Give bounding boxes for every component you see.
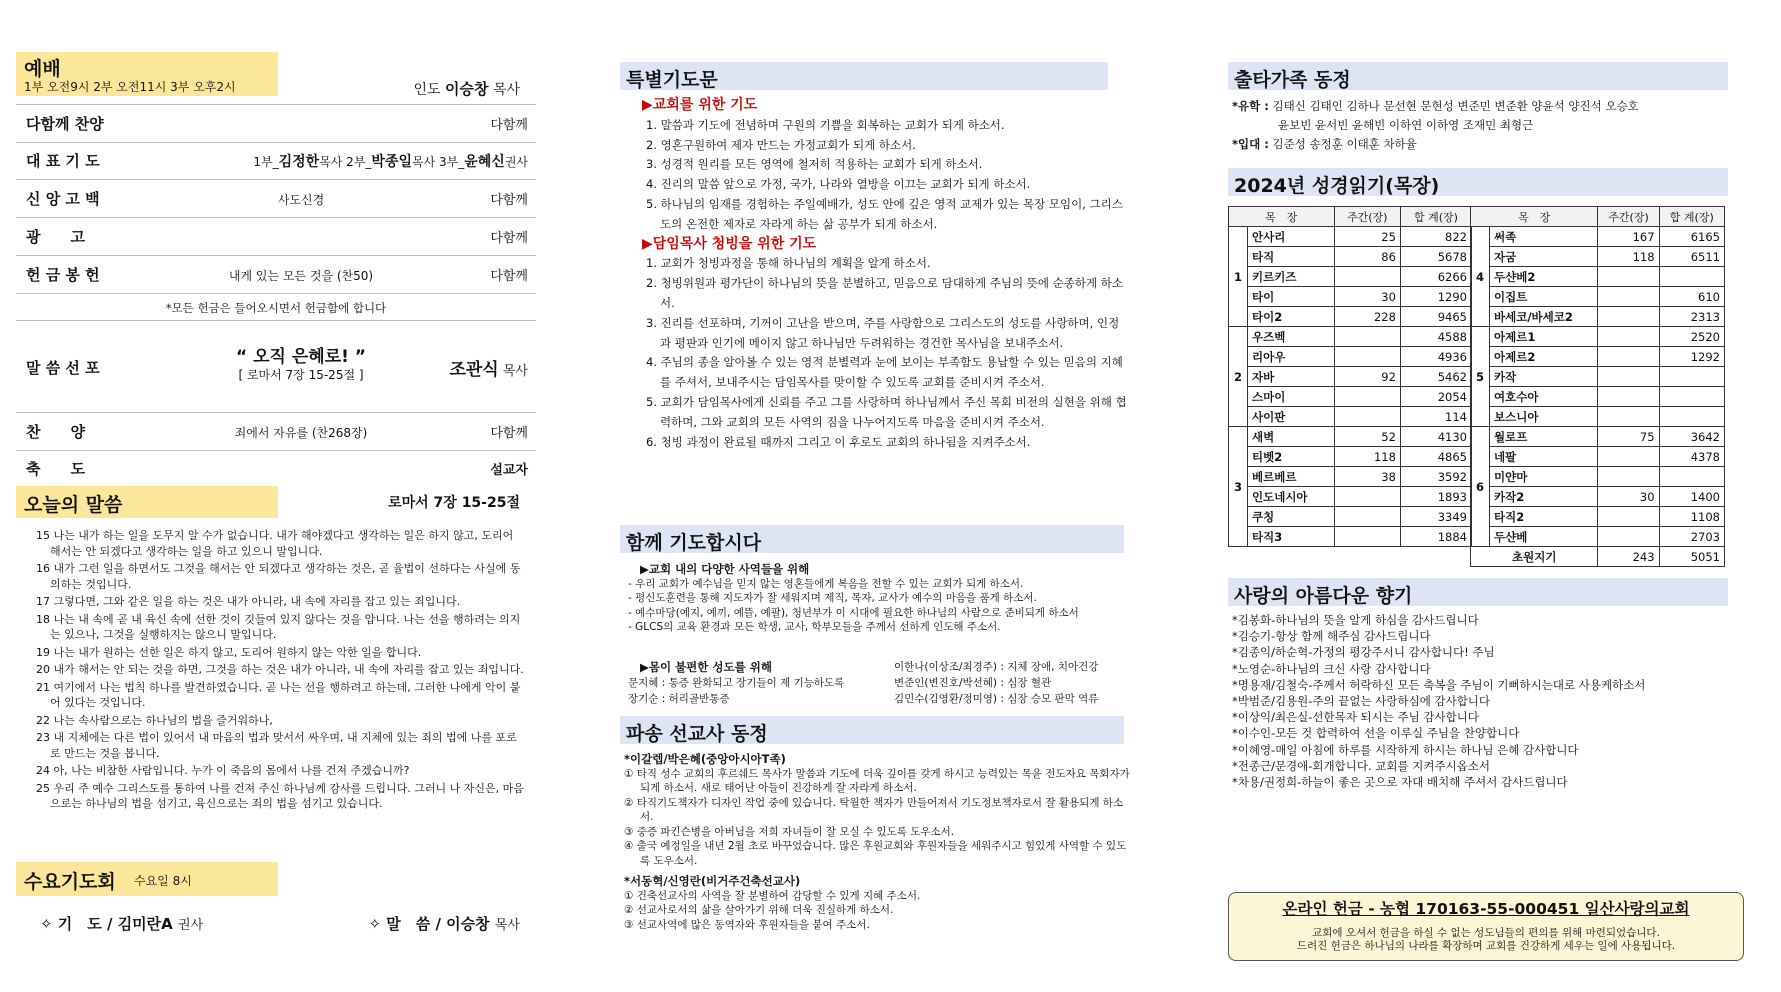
list-item: ④ 출국 예정일을 내년 2월 초로 바꾸었습니다. 많은 후원교회와 후원자들을 세워주시고 힘있게 사역할 수 있도록 도우소서. <box>624 840 1127 867</box>
total-chapters: 6511 <box>1659 247 1724 267</box>
group-number: 6 <box>1471 427 1490 547</box>
table-row <box>1471 307 1725 327</box>
list-item: 5. 하나님의 임재를 경험하는 주일예배가, 성도 안에 깊은 영적 교제가 있는 목장 모임이, 그리스도의 온전한 제자로 자라게 하는 삶 공부가 되게 하소서. <box>646 196 1123 231</box>
table-row <box>1229 267 1472 287</box>
mokjang-name: 자굼 <box>1490 247 1598 267</box>
weekly-chapters <box>1334 267 1400 287</box>
list-item: ③ 선교사역에 많은 동역자와 후원자들을 붙여 주소서. <box>624 918 870 931</box>
weekly-total: 243 <box>1598 547 1659 567</box>
table-row <box>1229 227 1472 247</box>
list-item: ③ 중증 파킨슨병을 아버님을 저희 자녀들이 잘 모실 수 있도록 도우소서. <box>624 825 955 838</box>
table-row <box>1229 247 1472 267</box>
verse: 25 우리 주 예수 그리스도를 통하여 나를 건져 주신 하나님께 감사를 드립니다. 그러니 나 자신은, 마음으로는 하나님의 법을 섬기고, 육신으로는 죄의 법을 섬기고 있습니다. <box>36 781 524 810</box>
sermon-title: “ 오직 은혜로! ” <box>236 347 366 367</box>
verse: 19 나는 내가 원하는 선한 일은 하지 않고, 도리어 원하지 않는 악한 일을 합니다. <box>36 645 422 659</box>
wednesday-prayer: ✧ 기 도 / 김미란A 권사 <box>40 915 204 933</box>
list-item: 2. 영혼구원하여 제자 만드는 가정교회가 되게 하소서. <box>646 137 916 152</box>
weekly-chapters: 30 <box>1598 487 1659 507</box>
list-item: 4. 주님의 종을 알아볼 수 있는 영적 분별력과 눈에 보이는 부족함도 용납할 수 있는 믿음의 지혜를 주셔서, 보내주시는 담임목사를 맞이할 수 있도록 교회를 준비시켜 주소서. <box>646 355 1123 390</box>
table-row <box>1471 467 1725 487</box>
verse: 17 그렇다면, 그와 같은 일을 하는 것은 내가 아니라, 내 속에 자리를 잡고 있는 죄입니다. <box>36 595 461 608</box>
column-header: 목 장 <box>1229 207 1335 227</box>
order-row-creed: 신 앙 고 백 사도신경 다함께 <box>16 180 536 218</box>
table-row <box>1229 467 1472 487</box>
total-chapters: 9465 <box>1400 307 1471 327</box>
weekly-chapters: 228 <box>1334 307 1400 327</box>
sermon-reference: [ 로마서 7장 15-25절 ] <box>238 368 364 382</box>
list-item: 6. 청빙 과정이 완료될 때까지 그리고 이 후로도 교회의 하나됨을 지켜주소서. <box>646 434 1031 449</box>
total-chapters: 3642 <box>1659 427 1724 447</box>
mokjang-name: 타이2 <box>1248 307 1335 327</box>
total-chapters <box>1659 267 1724 287</box>
weekly-chapters <box>1334 387 1400 407</box>
mokjang-name: 두샨베 <box>1490 527 1598 547</box>
total-chapters: 4936 <box>1400 347 1471 367</box>
grand-total: 5051 <box>1659 547 1724 567</box>
mokjang-name: 미얀마 <box>1490 467 1598 487</box>
verse: 18 나는 내 속에 곧 내 육신 속에 선한 것이 깃들여 있지 않다는 것을 압니다. 나는 선을 행하려는 의지는 있으나, 그것을 실행하지는 않으니 말입니다. <box>36 612 521 641</box>
total-chapters: 1290 <box>1400 287 1471 307</box>
missionary-list: *이갈렙/박은혜(중앙아시아T족) ① 타직 성수 교회의 후르쉐드 목사가 말씀과 기도에 더욱 깊이를 갖게 하시고 능력있는 목윤 전도자요 목회자가 되게 하소서. 새로 태어난 아들이 건강하게 잘 자라게 하소서. ② 타직기도책자가 디자인 작업 중에 있습니다. 탁월한 책자가 만들어져서 기도정보책자로서 잘 활용되게 하소서. ③ 중증 파킨슨병을 아버님을 저희 자녀들이 잘 모실 수 있도록 도우소서. ④ 출국 예정일을 내년 2월 초로 바꾸었습니다. 많은 후원교회와 후원자들을 세워주시고 힘있게 사역할 수 있도록 도우소서. *서동혁/신영란(비거주건축선교사) ① 건축선교사의 사역을 잘 분별하여 감당할 수 있게 지혜 주소서. ② 선교사로서의 삶을 살아가기 위해 더욱 진실하게 하소서. ③ 선교사역에 많은 동역자와 후원자들을 붙여 주소서. <box>624 752 1136 932</box>
verse: 20 내가 해서는 안 되는 것을 하면, 그것을 하는 것은 내가 아니라, 내 속에 자리를 잡고 있는 죄입니다. <box>36 663 524 676</box>
online-offering-box <box>1228 892 1744 961</box>
list-item: *이수인-모든 것 합력하여 선을 이루실 주님을 찬양합니다 <box>1232 726 1520 741</box>
wednesday-header: 수요기도회 수요일 8시 <box>16 862 278 896</box>
order-row-praise: 다함께 찬양 다함께 <box>16 104 536 143</box>
weekly-chapters <box>1598 327 1659 347</box>
total-chapters: 6266 <box>1400 267 1471 287</box>
weekly-chapters: 38 <box>1334 467 1400 487</box>
total-chapters: 610 <box>1659 287 1724 307</box>
column-header: 합 계(장) <box>1659 207 1724 227</box>
today-word-reference: 로마서 7장 15-25절 <box>388 495 520 511</box>
list-item: ② 타직기도책자가 디자인 작업 중에 있습니다. 탁월한 책자가 만들어져서 기도정보책자로서 잘 활용되게 하소서. <box>624 796 1124 823</box>
table-row <box>1471 487 1725 507</box>
mokjang-name: 타직3 <box>1248 527 1335 547</box>
online-offering-line2: 드려진 헌금은 하나님의 나라를 확장하며 교회를 건강하게 세우는 일에 사용됩니다. <box>1296 940 1676 952</box>
together-list: ▶교회 내의 다양한 사역들을 위해 - 우리 교회가 예수님을 믿지 않는 영혼들에게 복음을 전할 수 있는 교회가 되게 하소서. - 평신도훈련을 통해 지도자가 잘 세워지며 제직, 목자, 교사가 예수의 마음을 품게 하소서. - 예수마당(예지, 예끼, 예뜰, 예팔), 청년부가 이 시대에 필요한 하나님의 사람으로 준비되게 하소서 - GLCS의 교육 환경과 모든 학생, 교사, 학부모들을 주께서 선하게 인도해 주소서. <box>628 562 1138 635</box>
total-chapters: 822 <box>1400 227 1471 247</box>
mokjang-name: 이집트 <box>1490 287 1598 307</box>
order-row-hymn: 찬 양 죄에서 자유를 (찬268장) 다함께 <box>16 412 536 451</box>
list-item: 2. 청빙위원과 평가단이 하나님의 뜻을 분별하고, 믿음으로 담대하게 주님의 뜻에 순종하게 하소서. <box>646 276 1123 310</box>
weekly-chapters: 86 <box>1334 247 1400 267</box>
list-item: *김봉화-하나님의 뜻을 알게 하심을 감사드립니다 <box>1232 613 1479 627</box>
mokjang-name: 보스니아 <box>1490 407 1598 427</box>
special-prayer-header: 특별기도문 <box>620 62 1108 90</box>
table-row <box>1471 287 1725 307</box>
verse: 23 내 지체에는 다른 법이 있어서 내 마음의 법과 맞서서 싸우며, 내 지체에 있는 죄의 법에 나를 포로로 만드는 것을 봅니다. <box>36 731 517 760</box>
table-row <box>1471 367 1725 387</box>
weekly-chapters <box>1598 367 1659 387</box>
table-row <box>1229 447 1472 467</box>
church-prayer-heading: ▶교회를 위한 기도 <box>642 97 758 113</box>
column-header: 주간(장) <box>1334 207 1400 227</box>
mokjang-name: 인도네시아 <box>1248 487 1335 507</box>
column-header: 주간(장) <box>1598 207 1659 227</box>
total-chapters: 2703 <box>1659 527 1724 547</box>
bible-table-right <box>1470 206 1725 567</box>
table-row <box>1229 487 1472 507</box>
list-item: 5. 교회가 담임목사에게 신뢰를 주고 그를 사랑하며 하나님께서 주신 목회 비전의 실현을 위해 협력하며, 그와 교회의 모든 사역의 짐을 나누어지도록 마음을 준비시켜 주소서. <box>646 394 1127 429</box>
weekly-chapters <box>1598 447 1659 467</box>
weekly-chapters: 52 <box>1334 427 1400 447</box>
total-chapters: 1884 <box>1400 527 1471 547</box>
total-chapters <box>1659 407 1724 427</box>
mokjang-name: 스마이 <box>1248 387 1335 407</box>
sick-item: 이한나(이상조/최경주) : 지체 장애, 치아건강 <box>894 661 1099 673</box>
table-row <box>1229 287 1472 307</box>
table-row <box>1229 367 1472 387</box>
mokjang-name: 베르베르 <box>1248 467 1335 487</box>
bible-header: 2024년 성경읽기(목장) <box>1228 168 1728 196</box>
weekly-chapters <box>1334 527 1400 547</box>
total-chapters: 1400 <box>1659 487 1724 507</box>
total-chapters: 114 <box>1400 407 1471 427</box>
prayer-leaders: 1부_김정한목사 2부_박종일목사 3부_윤혜신권사 <box>253 154 528 170</box>
list-item: *명용재/김철숙-주께서 허락하신 모든 축복을 주님이 기뻐하시는대로 사용케하소서 <box>1232 677 1646 692</box>
weekly-chapters <box>1598 507 1659 527</box>
mokjang-name: 쿠칭 <box>1248 507 1335 527</box>
group-number: 3 <box>1229 427 1248 547</box>
table-row <box>1471 407 1725 427</box>
weekly-chapters: 167 <box>1598 227 1659 247</box>
list-item: 3. 진리를 선포하며, 기꺼이 고난을 받으며, 주를 사랑함으로 그리스도의 성도를 사랑하며, 인정과 평판과 인기에 메이지 않고 하나님만 두려워하는 경건한 목사님을 보내주소서. <box>646 315 1120 350</box>
weekly-chapters <box>1598 387 1659 407</box>
table-row <box>1229 407 1472 427</box>
group-number: 2 <box>1229 327 1248 427</box>
order-row-prayer: 대 표 기 도 1부_김정한목사 2부_박종일목사 3부_윤혜신권사 <box>16 142 536 180</box>
weekly-chapters <box>1598 407 1659 427</box>
list-item: 3. 성경적 원리를 모든 영역에 철저히 적용하는 교회가 되게 하소서. <box>646 157 983 172</box>
total-chapters: 4588 <box>1400 327 1471 347</box>
total-chapters: 5462 <box>1400 367 1471 387</box>
list-item: 1. 교회가 청빙과정을 통해 하나님의 계획을 알게 하소서. <box>646 256 931 271</box>
list-item: 4. 진리의 말씀 앞으로 가정, 국가, 나라와 열방을 이끄는 교회가 되게 하소서. <box>646 177 1031 192</box>
total-chapters: 4865 <box>1400 447 1471 467</box>
worship-header <box>16 52 278 96</box>
list-item: - 우리 교회가 예수님을 믿지 않는 영혼들에게 복음을 전할 수 있는 교회가 되게 하소서. <box>628 577 1024 590</box>
verse: 16 내가 그런 일을 하면서도 그것을 해서는 안 되겠다고 생각하는 것은, 곧 율법이 선하다는 사실에 동의하는 것입니다. <box>36 562 521 591</box>
mokjang-name: 사이판 <box>1248 407 1335 427</box>
mokjang-name: 여호수아 <box>1490 387 1598 407</box>
list-item: *이혜영-매일 아침에 하루를 시작하게 하시는 하나님 은혜 감사합니다 <box>1232 742 1579 757</box>
table-row <box>1229 327 1472 347</box>
mokjang-name: 타직 <box>1248 247 1335 267</box>
mokjang-name: 아제르2 <box>1490 347 1598 367</box>
mokjang-name: 카작2 <box>1490 487 1598 507</box>
bible-table-left <box>1228 206 1472 547</box>
table-row <box>1471 447 1725 467</box>
total-chapters: 2520 <box>1659 327 1724 347</box>
table-row <box>1471 387 1725 407</box>
weekly-chapters <box>1334 507 1400 527</box>
table-row <box>1471 227 1725 247</box>
list-item: - 예수마당(예지, 예끼, 예뜰, 예팔), 청년부가 이 시대에 필요한 하나님의 사람으로 준비되게 하소서 <box>628 606 1079 619</box>
weekly-chapters <box>1598 287 1659 307</box>
mokjang-name: 안사리 <box>1248 227 1335 247</box>
list-item: *노영순-하나님의 크신 사랑 감사합니다 <box>1232 661 1431 676</box>
mokjang-name: 우즈벡 <box>1248 327 1335 347</box>
church-prayer-list <box>642 96 1130 452</box>
weekly-chapters <box>1334 487 1400 507</box>
worship-times: 1부 오전9시 2부 오전11시 3부 오후2시 <box>24 80 236 94</box>
online-offering-line1: 교회에 오셔서 헌금을 하실 수 없는 성도님들의 편의를 위해 마련되었습니다. <box>1312 927 1660 939</box>
table-row <box>1229 427 1472 447</box>
order-row-benediction: 축 도 설교자 <box>26 460 528 478</box>
table-row <box>1471 327 1725 347</box>
table-row <box>1229 387 1472 407</box>
offering-note: *모든 헌금은 들어오시면서 헌금함에 합니다 <box>165 301 387 315</box>
weekly-chapters: 25 <box>1334 227 1400 247</box>
group-number: 1 <box>1229 227 1248 327</box>
sick-item: 장기순 : 허리골반통증 <box>628 693 730 705</box>
weekly-chapters: 30 <box>1334 287 1400 307</box>
total-chapters: 4130 <box>1400 427 1471 447</box>
weekly-chapters <box>1598 467 1659 487</box>
total-row <box>1471 547 1725 567</box>
list-item: - 평신도훈련을 통해 지도자가 잘 세워지며 제직, 목자, 교사가 예수의 마음을 품게 하소서. <box>628 592 1037 604</box>
table-row <box>1471 507 1725 527</box>
mokjang-name: 리아우 <box>1248 347 1335 367</box>
mokjang-name: 티벳2 <box>1248 447 1335 467</box>
total-chapters: 3349 <box>1400 507 1471 527</box>
online-offering-title: 온라인 헌금 - 농협 170163-55-000451 일산사랑의교회 <box>1282 900 1690 918</box>
mokjang-name: 타직2 <box>1490 507 1598 527</box>
weekly-chapters <box>1598 267 1659 287</box>
verse: 24 아, 나는 비참한 사람입니다. 누가 이 죽음의 몸에서 나를 건져 주겠습니까? <box>36 764 410 777</box>
table-row <box>1229 307 1472 327</box>
total-label: 초원지기 <box>1471 547 1598 567</box>
list-item: *김승기-항상 함께 해주심 감사드립니다 <box>1232 629 1431 644</box>
weekly-chapters <box>1598 527 1659 547</box>
table-row <box>1471 347 1725 367</box>
list-item: *김종익/하순혁-가정의 평강주시니 감사합니다! 주님 <box>1232 645 1495 660</box>
table-header-row <box>1229 207 1472 227</box>
table-row <box>1229 507 1472 527</box>
total-chapters: 6165 <box>1659 227 1724 247</box>
group-number: 4 <box>1471 227 1490 327</box>
table-row <box>1229 527 1472 547</box>
weekly-chapters <box>1334 327 1400 347</box>
today-word-header: 오늘의 말씀 <box>16 486 278 518</box>
list-item: ① 타직 성수 교회의 후르쉐드 목사가 말씀과 기도에 더욱 깊이를 갖게 하시고 능력있는 목윤 전도자요 목회자가 되게 하소서. 새로 태어난 아들이 건강하게 잘 자라게 하소서. <box>624 767 1130 794</box>
pastor-prayer-heading: ▶담임목사 청빙을 위한 기도 <box>642 235 817 252</box>
order-row-offering: 헌 금 봉 헌 내게 있는 모든 것을 (찬50) 다함께 <box>16 256 536 294</box>
total-chapters: 1292 <box>1659 347 1724 367</box>
mokjang-name: 바세코/바세코2 <box>1490 307 1598 327</box>
total-chapters <box>1659 367 1724 387</box>
order-row-announcement: 광 고 다함께 <box>16 218 536 256</box>
love-list <box>1232 612 1742 790</box>
preacher: 조관식 목사 <box>449 360 528 380</box>
list-item: *차용/권정희-하늘이 좋은 곳으로 자대 배치해 주셔서 감사드립니다 <box>1232 775 1568 790</box>
weekly-chapters <box>1598 307 1659 327</box>
mokjang-name: 써족 <box>1490 227 1598 247</box>
weekly-chapters: 75 <box>1598 427 1659 447</box>
column-header: 합 계(장) <box>1400 207 1471 227</box>
love-header: 사랑의 아름다운 향기 <box>1228 578 1728 606</box>
mokjang-name: 아제르1 <box>1490 327 1598 347</box>
sick-item: 변준인(변진호/박선혜) : 심장 혈관 <box>894 677 1052 689</box>
family-list: *유학 : 김태신 김태인 김하나 문선현 문현성 변준민 변준환 양윤석 양진석 오승호 윤보빈 윤서빈 윤해빈 이하연 이하영 조재민 최형근 *입대 : 김준성 송정훈 이태훈 차하율 <box>1232 99 1639 151</box>
weekly-chapters <box>1334 347 1400 367</box>
worship-leader: 인도 이승창 목사 <box>413 80 520 98</box>
mokjang-name: 키르키즈 <box>1248 267 1335 287</box>
column-header: 목 장 <box>1471 207 1598 227</box>
mokjang-name: 월로프 <box>1490 427 1598 447</box>
total-chapters: 3592 <box>1400 467 1471 487</box>
table-row <box>1471 427 1725 447</box>
list-item: *박범준/김용원-주의 끝없는 사랑하심에 감사합니다 <box>1232 694 1491 709</box>
list-item: ① 건축선교사의 사역을 잘 분별하여 감당할 수 있게 지혜 주소서. <box>624 889 921 902</box>
weekly-chapters <box>1334 407 1400 427</box>
table-row <box>1471 527 1725 547</box>
mokjang-name: 네팔 <box>1490 447 1598 467</box>
table-row <box>1229 347 1472 367</box>
total-chapters: 5678 <box>1400 247 1471 267</box>
sick-item: 문지혜 : 통증 완화되고 장기들이 제 기능하도록 <box>628 677 845 689</box>
list-item: 1. 말씀과 기도에 전념하며 구원의 기쁨을 회복하는 교회가 되게 하소서. <box>646 117 1005 132</box>
total-chapters: 1893 <box>1400 487 1471 507</box>
table-row <box>1471 267 1725 287</box>
family-header: 출타가족 동정 <box>1228 62 1728 90</box>
total-chapters <box>1659 467 1724 487</box>
wednesday-word: ✧ 말 씀 / 이승창 목사 <box>368 915 520 933</box>
leader-name: 이승창 <box>445 80 489 98</box>
total-chapters: 2054 <box>1400 387 1471 407</box>
weekly-chapters: 118 <box>1598 247 1659 267</box>
mokjang-name: 두샨베2 <box>1490 267 1598 287</box>
weekly-chapters: 92 <box>1334 367 1400 387</box>
list-item: ② 선교사로서의 삶을 살아가기 위해 더욱 진실하게 하소서. <box>624 904 894 916</box>
worship-title: 예배 <box>24 58 61 80</box>
table-header-row <box>1471 207 1725 227</box>
verse: 22 나는 속사람으로는 하나님의 법을 즐거워하나, <box>36 713 273 727</box>
total-chapters: 2313 <box>1659 307 1724 327</box>
total-chapters: 4378 <box>1659 447 1724 467</box>
mokjang-name: 자바 <box>1248 367 1335 387</box>
total-chapters: 1108 <box>1659 507 1724 527</box>
weekly-chapters <box>1598 347 1659 367</box>
missionary-header: 파송 선교사 동정 <box>620 716 1124 744</box>
verse-list <box>26 528 526 814</box>
sick-item: 김민수(김영환/정미영) : 심장 승모 판막 역류 <box>894 693 1099 705</box>
divider <box>16 320 536 321</box>
total-chapters <box>1659 387 1724 407</box>
list-item: - GLCS의 교육 환경과 모든 학생, 교사, 학부모들을 주께서 선하게 인도해 주소서. <box>628 621 1001 633</box>
together-header: 함께 기도합시다 <box>620 525 1124 553</box>
verse: 15 나는 내가 하는 일을 도무지 알 수가 없습니다. 내가 해야겠다고 생각하는 일은 하지 않고, 도리어 해서는 안 되겠다고 생각하는 일을 하고 있으니 말입니다. <box>36 529 514 558</box>
verse: 21 여기에서 나는 법칙 하나를 발견하였습니다. 곧 나는 선을 행하려고 하는데, 그러한 나에게 악이 붙어 있다는 것입니다. <box>36 680 521 709</box>
mokjang-name: 새벽 <box>1248 427 1335 447</box>
table-row <box>1471 247 1725 267</box>
group-number: 5 <box>1471 327 1490 427</box>
mokjang-name: 카작 <box>1490 367 1598 387</box>
mokjang-name: 타이 <box>1248 287 1335 307</box>
list-item: *이상익/최은실-선한목자 되시는 주님 감사합니다 <box>1232 710 1479 725</box>
weekly-chapters: 118 <box>1334 447 1400 467</box>
list-item: *전종근/문경애-회개합니다. 교회를 지켜주시옵소서 <box>1232 758 1491 773</box>
